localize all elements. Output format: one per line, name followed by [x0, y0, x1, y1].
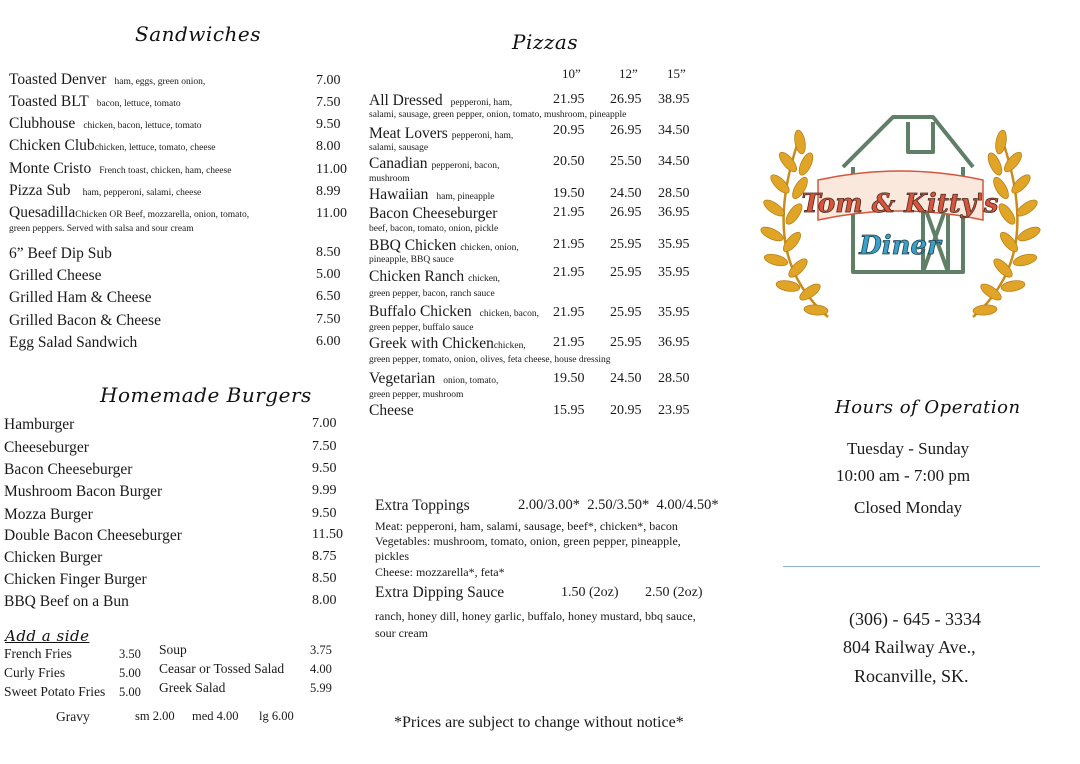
logo-subtitle: Diner — [859, 231, 941, 261]
list-item: Sweet Potato Fries — [4, 684, 106, 699]
item-price: 8.50 — [312, 571, 337, 586]
item-price: 7.50 — [312, 439, 337, 454]
item-price: 21.95 — [553, 92, 585, 107]
item-price: 25.95 — [610, 237, 642, 252]
hours-title: Hours of Operation — [835, 397, 1021, 418]
list-item: Grilled Ham & Cheese — [9, 289, 152, 306]
toppings-prices: 2.00/3.00* 2.50/3.50* 4.00/4.50* — [518, 497, 719, 513]
phone-number: (306) - 645 - 3334 — [849, 609, 981, 629]
toppings-vegetables-cont: pickles — [375, 549, 409, 563]
dipping-list: ranch, honey dill, honey garlic, buffalo, honey mustard, bbq sauce, — [375, 609, 696, 623]
item-price: 8.50 — [316, 245, 341, 260]
list-item: Mushroom Bacon Burger — [4, 483, 163, 500]
item-price: 15.95 — [553, 403, 585, 418]
item-price: 8.00 — [312, 593, 337, 608]
list-item: Double Bacon Cheeseburger — [4, 527, 182, 544]
item-price: 21.95 — [553, 205, 585, 220]
item-price: 35.95 — [658, 265, 690, 280]
city: Rocanville, SK. — [854, 666, 969, 686]
list-item: Chicken Ranch chicken, — [369, 268, 501, 285]
toppings-title: Extra Toppings — [375, 497, 470, 514]
item-price: 6.00 — [316, 334, 341, 349]
item-price: 26.95 — [610, 123, 642, 138]
list-item: Grilled Cheese — [9, 267, 102, 284]
item-price: 23.95 — [658, 403, 690, 418]
item-price: 21.95 — [553, 335, 585, 350]
wheat-right-icon — [973, 129, 1042, 317]
item-price: 19.50 — [553, 186, 585, 201]
sides-title: Add a side — [5, 627, 90, 645]
item-price: 3.75 — [310, 643, 332, 657]
item-price: 5.00 — [119, 666, 141, 680]
list-item: Greek Salad — [159, 680, 226, 695]
wheat-left-icon — [759, 129, 828, 317]
list-item: Greek with Chickenchicken, — [369, 335, 526, 352]
toppings-cheese: Cheese: mozzarella*, feta* — [375, 565, 505, 579]
dipping-price-2: 2.50 (2oz) — [645, 585, 703, 600]
item-price: 25.95 — [610, 335, 642, 350]
hours-time: 10:00 am - 7:00 pm — [836, 466, 971, 485]
size-header: 12” — [619, 66, 638, 81]
hours-closed: Closed Monday — [854, 498, 963, 517]
list-item: Bacon Cheeseburger — [369, 205, 498, 222]
list-item: Pizza Sub ham, pepperoni, salami, cheese — [9, 182, 202, 199]
list-item: Clubhouse chicken, bacon, lettuce, tomato — [9, 115, 202, 132]
list-item: Bacon Cheeseburger — [4, 461, 133, 478]
item-price: 11.50 — [312, 527, 343, 542]
item-description: green pepper, mushroom — [369, 390, 464, 400]
item-description: green pepper, buffalo sauce — [369, 323, 474, 333]
list-item: Vegetarian onion, tomato, — [369, 370, 499, 387]
item-description: salami, sausage, green pepper, onion, tomato, mushroom, pineapple — [369, 110, 627, 120]
price-notice: *Prices are subject to change without notice* — [394, 714, 684, 731]
item-description: green peppers. Served with salsa and sour cream — [9, 224, 194, 234]
item-price: 4.00 — [310, 662, 332, 676]
item-price: 26.95 — [610, 205, 642, 220]
list-item: Hawaiian ham, pineapple — [369, 186, 495, 203]
item-price: 5.99 — [310, 681, 332, 695]
item-price: 25.50 — [610, 154, 642, 169]
item-price: 25.95 — [610, 265, 642, 280]
list-item: Toasted Denver ham, eggs, green onion, — [9, 71, 206, 88]
dipping-title: Extra Dipping Sauce — [375, 584, 505, 601]
item-price: 8.00 — [316, 139, 341, 154]
item-price: 8.99 — [316, 184, 341, 199]
logo-title: Tom & Kitty's — [801, 189, 999, 219]
item-price: 34.50 — [658, 123, 690, 138]
toppings-vegetables: Vegetables: mushroom, tomato, onion, green pepper, pineapple, — [375, 534, 681, 548]
item-description: salami, sausage — [369, 143, 429, 153]
list-item: Hamburger — [4, 416, 75, 433]
item-price: 5.00 — [316, 267, 341, 282]
diner-logo — [758, 82, 1043, 327]
gravy-label: Gravy — [56, 709, 90, 724]
item-price: 21.95 — [553, 305, 585, 320]
item-description: pineapple, BBQ sauce — [369, 255, 454, 265]
item-price: 20.95 — [610, 403, 642, 418]
pizzas-title: Pizzas — [512, 30, 579, 54]
list-item: Grilled Bacon & Cheese — [9, 312, 161, 329]
item-price: 7.50 — [316, 312, 341, 327]
item-price: 20.50 — [553, 154, 585, 169]
list-item: Chicken Burger — [4, 549, 103, 566]
item-price: 9.50 — [312, 461, 337, 476]
item-price: 35.95 — [658, 237, 690, 252]
list-item: Monte Cristo French toast, chicken, ham, cheese — [9, 160, 232, 177]
list-item: Cheese — [369, 402, 414, 419]
list-item: Buffalo Chicken chicken, bacon, — [369, 303, 539, 320]
item-price: 20.95 — [553, 123, 585, 138]
item-price: 25.95 — [610, 305, 642, 320]
item-price: 35.95 — [658, 305, 690, 320]
list-item: Egg Salad Sandwich — [9, 334, 138, 351]
list-item: All Dressed pepperoni, ham, — [369, 92, 513, 109]
gravy-price-sm: sm 2.00 — [135, 709, 175, 723]
divider — [783, 566, 1040, 567]
list-item: French Fries — [4, 646, 72, 661]
list-item: Mozza Burger — [4, 506, 93, 523]
item-price: 34.50 — [658, 154, 690, 169]
item-price: 3.50 — [119, 647, 141, 661]
item-price: 7.00 — [316, 73, 341, 88]
sandwiches-title: Sandwiches — [135, 22, 262, 46]
list-item: 6” Beef Dip Sub — [9, 245, 112, 262]
item-price: 8.75 — [312, 549, 337, 564]
toppings-meat: Meat: pepperoni, ham, salami, sausage, beef*, chicken*, bacon — [375, 519, 678, 533]
list-item: Canadian pepperoni, bacon, — [369, 155, 500, 172]
item-description: beef, bacon, tomato, onion, pickle — [369, 224, 499, 234]
item-price: 36.95 — [658, 335, 690, 350]
list-item: Chicken Finger Burger — [4, 571, 147, 588]
item-price: 11.00 — [316, 162, 347, 177]
item-price: 28.50 — [658, 371, 690, 386]
item-price: 9.99 — [312, 483, 337, 498]
item-price: 6.50 — [316, 289, 341, 304]
item-price: 9.50 — [316, 117, 341, 132]
item-description: mushroom — [369, 174, 410, 184]
burgers-title: Homemade Burgers — [100, 383, 312, 407]
dipping-list-cont: sour cream — [375, 626, 428, 640]
dipping-price-1: 1.50 (2oz) — [561, 585, 619, 600]
address: 804 Railway Ave., — [843, 637, 976, 657]
size-header: 15” — [667, 66, 686, 81]
list-item: BBQ Beef on a Bun — [4, 593, 129, 610]
list-item: Curly Fries — [4, 665, 66, 680]
item-price: 7.50 — [316, 95, 341, 110]
list-item: BBQ Chicken chicken, onion, — [369, 237, 519, 254]
item-price: 24.50 — [610, 371, 642, 386]
item-price: 11.00 — [316, 206, 347, 221]
list-item: Ceasar or Tossed Salad — [159, 661, 285, 676]
hours-days: Tuesday - Sunday — [847, 439, 970, 458]
item-price: 36.95 — [658, 205, 690, 220]
list-item: Toasted BLT bacon, lettuce, tomato — [9, 93, 181, 110]
size-header: 10” — [562, 66, 581, 81]
item-price: 24.50 — [610, 186, 642, 201]
list-item: Chicken Clubchicken, lettuce, tomato, cheese — [9, 137, 216, 154]
gravy-price-med: med 4.00 — [192, 709, 239, 723]
gravy-price-lg: lg 6.00 — [259, 709, 294, 723]
item-price: 19.50 — [553, 371, 585, 386]
item-price: 21.95 — [553, 237, 585, 252]
item-price: 9.50 — [312, 506, 337, 521]
item-price: 38.95 — [658, 92, 690, 107]
list-item: Soup — [159, 642, 187, 657]
list-item: QuesadillaChicken OR Beef, mozzarella, onion, tomato, — [9, 204, 250, 221]
item-description: green pepper, tomato, onion, olives, feta cheese, house dressing — [369, 355, 611, 365]
list-item: Cheeseburger — [4, 439, 89, 456]
item-price: 7.00 — [312, 416, 337, 431]
item-price: 26.95 — [610, 92, 642, 107]
list-item: Meat Lovers pepperoni, ham, — [369, 125, 514, 142]
item-price: 21.95 — [553, 265, 585, 280]
item-price: 28.50 — [658, 186, 690, 201]
item-description: green pepper, bacon, ranch sauce — [369, 289, 495, 299]
item-price: 5.00 — [119, 685, 141, 699]
